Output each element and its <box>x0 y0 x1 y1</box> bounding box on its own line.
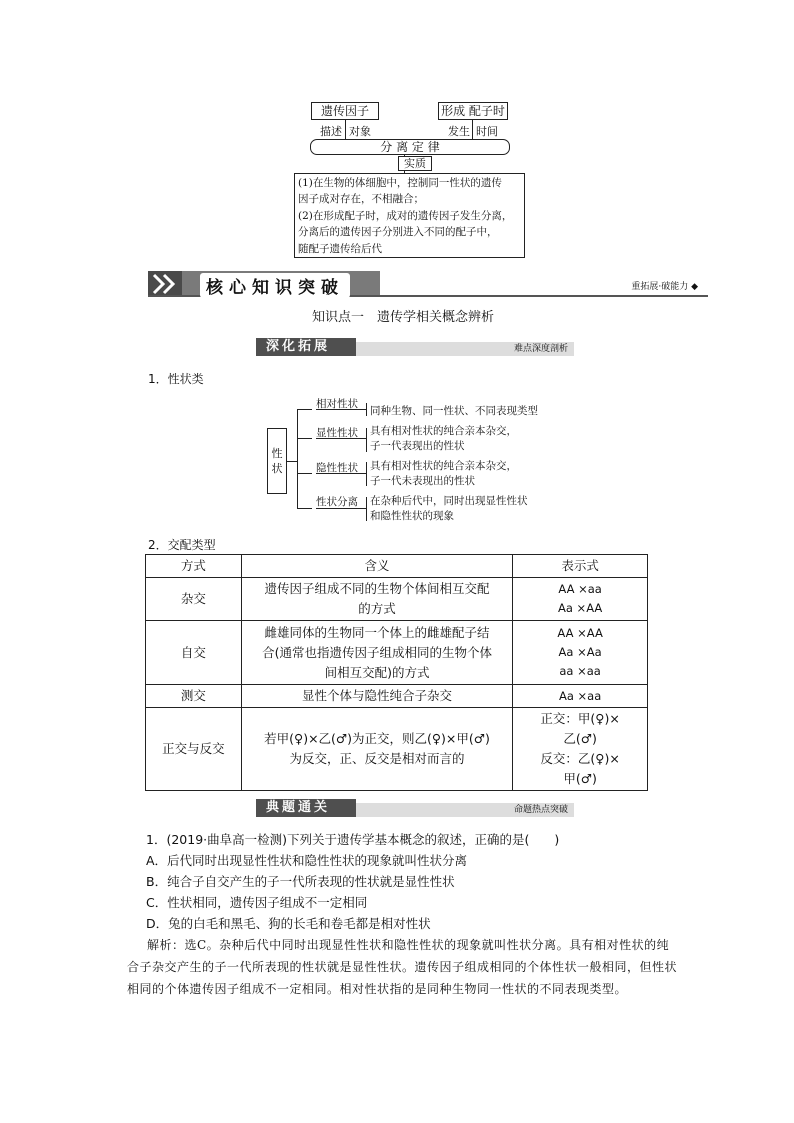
chevron-right-icon <box>148 271 182 297</box>
expr-line: 反交：乙(♀)× <box>540 751 620 766</box>
method-cell: 自交 <box>146 621 242 685</box>
label-time: 时间 <box>476 125 498 138</box>
meaning-line: 遗传因子组成不同的生物个体间相互交配 <box>264 581 490 596</box>
box-genetic-factor <box>311 102 379 120</box>
meaning-cell: 显性个体与隐性纯合子杂交 <box>241 685 512 708</box>
option-d: D．兔的白毛和黑毛、狗的长毛和卷毛都是相对性状 <box>146 916 431 931</box>
connector <box>316 409 366 410</box>
essence-line: 分离后的遗传因子分别进入不同的配子中， <box>298 226 498 239</box>
trait-def-line: 子一代表现出的性状 <box>370 440 465 452</box>
expr-line: Aa ×AA <box>557 601 603 615</box>
essence-label-box <box>398 156 432 171</box>
essence-line: (1)在生物的体细胞中，控制同一性状的遗传 <box>298 177 502 189</box>
connector <box>472 120 473 140</box>
heading-trait: 1．性状类 <box>148 372 204 386</box>
method-cell: 测交 <box>146 685 242 708</box>
label-object: 对象 <box>349 125 371 138</box>
answer-explanation: 解析：选C。杂种后代中同时出现显性性状和隐性性状的现象就叫性状分离。具有相对性状的纯合子杂交产生的子一代所表现的性状就是显性性状。遗传因子组成相同的个体性状一般相同，但性状相同的个体遗传因子组成不一定相同。相对性状指的是同种生物同一性状的不同表现类型。 <box>127 938 678 996</box>
method-cell: 正交与反交 <box>146 708 242 791</box>
connector <box>366 428 367 452</box>
table-row <box>146 685 648 708</box>
trait-term: 显性性状 <box>316 427 358 439</box>
table-row <box>146 578 648 621</box>
trait-def-line: 具有相对性状的纯合亲本杂交， <box>370 460 517 472</box>
meaning-line: 的方式 <box>358 601 396 616</box>
expr-cell <box>513 578 648 621</box>
diamond-icon: ◆ <box>691 282 698 292</box>
banner-chevrons <box>148 271 182 297</box>
connector <box>316 473 366 474</box>
section-banner <box>148 271 708 297</box>
label-occur: 发生 <box>448 125 470 138</box>
expr-line: AA ×AA <box>557 626 603 640</box>
trait-def <box>370 459 517 489</box>
option-c: C．性状相同，遗传因子组成不一定相同 <box>146 895 368 910</box>
trait-def-line: 具有相对性状的纯合亲本杂交， <box>370 425 517 437</box>
subsection-title: 典题通关 <box>256 799 356 817</box>
trait-term: 性状分离 <box>316 496 358 508</box>
connector <box>366 497 367 521</box>
meaning-line: 为反交，正、反交是相对而言的 <box>289 751 465 766</box>
expr-line: 正交：甲(♀)× <box>540 711 620 726</box>
trait-def-line: 子一代未表现出的性状 <box>370 475 475 487</box>
expr-line: 乙(♂) <box>563 731 597 746</box>
expr-cell <box>513 621 648 685</box>
subsection-title: 深化拓展 <box>256 338 356 356</box>
meaning-line: 间相互交配)的方式 <box>324 664 430 680</box>
trait-term: 相对性状 <box>316 398 358 410</box>
connector <box>316 438 366 439</box>
trait-def: 同种生物、同一性状、不同表现类型 <box>370 405 538 417</box>
label-essence: 实质 <box>404 157 426 170</box>
expr-line: Aa ×Aa <box>558 645 602 659</box>
meaning-cell <box>241 578 512 621</box>
heading-mating: 2．交配类型 <box>148 538 216 552</box>
trait-def-line: 在杂种后代中，同时出现显性性状 <box>370 495 528 507</box>
table-header: 含义 <box>241 555 512 578</box>
table-row <box>146 708 648 791</box>
connector <box>297 438 312 439</box>
expr-cell: Aa ×aa <box>513 685 648 708</box>
connector <box>287 461 297 462</box>
banner-right-text <box>631 279 698 292</box>
method-cell: 杂交 <box>146 578 242 621</box>
genetic-factor-text: 遗传因子 <box>320 104 369 118</box>
trait-root-box <box>267 428 287 494</box>
table-header: 表示式 <box>513 555 648 578</box>
connector <box>297 409 312 410</box>
expr-line: AA ×aa <box>558 582 602 596</box>
essence-line: 因子成对存在，不相融合； <box>298 193 424 206</box>
trait-def <box>370 494 528 524</box>
tree-bracket <box>297 409 298 508</box>
subsection-subtitle: 命题热点突破 <box>513 805 568 815</box>
mating-types-table <box>145 554 648 791</box>
subsection-bar-deepen <box>256 338 574 356</box>
question-stem: 1．(2019·曲阜高一检测)下列关于遗传学基本概念的叙述，正确的是( ) <box>146 832 560 847</box>
connector <box>297 473 312 474</box>
connector <box>366 403 367 416</box>
table-header: 方式 <box>146 555 242 578</box>
subsection-bar-light <box>346 342 574 356</box>
trait-term: 隐性性状 <box>316 462 358 474</box>
essence-line: (2)在形成配子时，成对的遗传因子发生分离， <box>298 209 513 222</box>
trait-root: 性状 <box>271 447 283 475</box>
banner-title: 核心知识突破 <box>200 273 350 298</box>
meaning-cell <box>241 621 512 685</box>
essence-line: 随配子遗传给后代 <box>298 242 382 255</box>
knowledge-point-title: 知识点一 遗传学相关概念辨析 <box>312 310 495 325</box>
essence-box <box>294 173 525 258</box>
subsection-subtitle: 难点深度剖析 <box>513 344 568 354</box>
trait-def-line: 和隐性性状的现象 <box>370 510 454 522</box>
expr-line: aa ×aa <box>559 664 601 678</box>
meaning-line: 若甲(♀)×乙(♂)为正交，则乙(♀)×甲(♂) <box>264 731 490 746</box>
box-gamete-formation <box>438 102 508 120</box>
table-header-row <box>146 555 648 578</box>
law-text: 分 离 定 律 <box>380 140 440 154</box>
banner-right-label: 重拓展·破能力 <box>631 282 689 292</box>
meaning-cell <box>241 708 512 791</box>
connector <box>297 508 312 509</box>
connector <box>316 508 366 509</box>
expr-line: 甲(♂) <box>563 771 597 786</box>
meaning-line: 合(通常也指遗传因子组成相同的生物个体 <box>262 644 492 660</box>
subsection-bar-light <box>346 803 574 817</box>
connector <box>366 462 367 486</box>
gamete-formation-text: 形成 配子时 <box>441 104 505 118</box>
option-a: A．后代同时出现显性性状和隐性性状的现象就叫性状分离 <box>146 853 468 868</box>
table-row <box>146 621 648 685</box>
label-describe: 描述 <box>320 125 342 138</box>
option-b: B．纯合子自交产生的子一代所表现的性状就是显性性状 <box>146 874 455 889</box>
connector <box>345 120 346 140</box>
trait-def <box>370 424 517 454</box>
meaning-line: 雌雄同体的生物同一个体上的雌雄配子结 <box>264 624 490 640</box>
law-bar <box>310 139 510 155</box>
subsection-bar-typical <box>256 799 574 817</box>
expr-cell <box>513 708 648 791</box>
